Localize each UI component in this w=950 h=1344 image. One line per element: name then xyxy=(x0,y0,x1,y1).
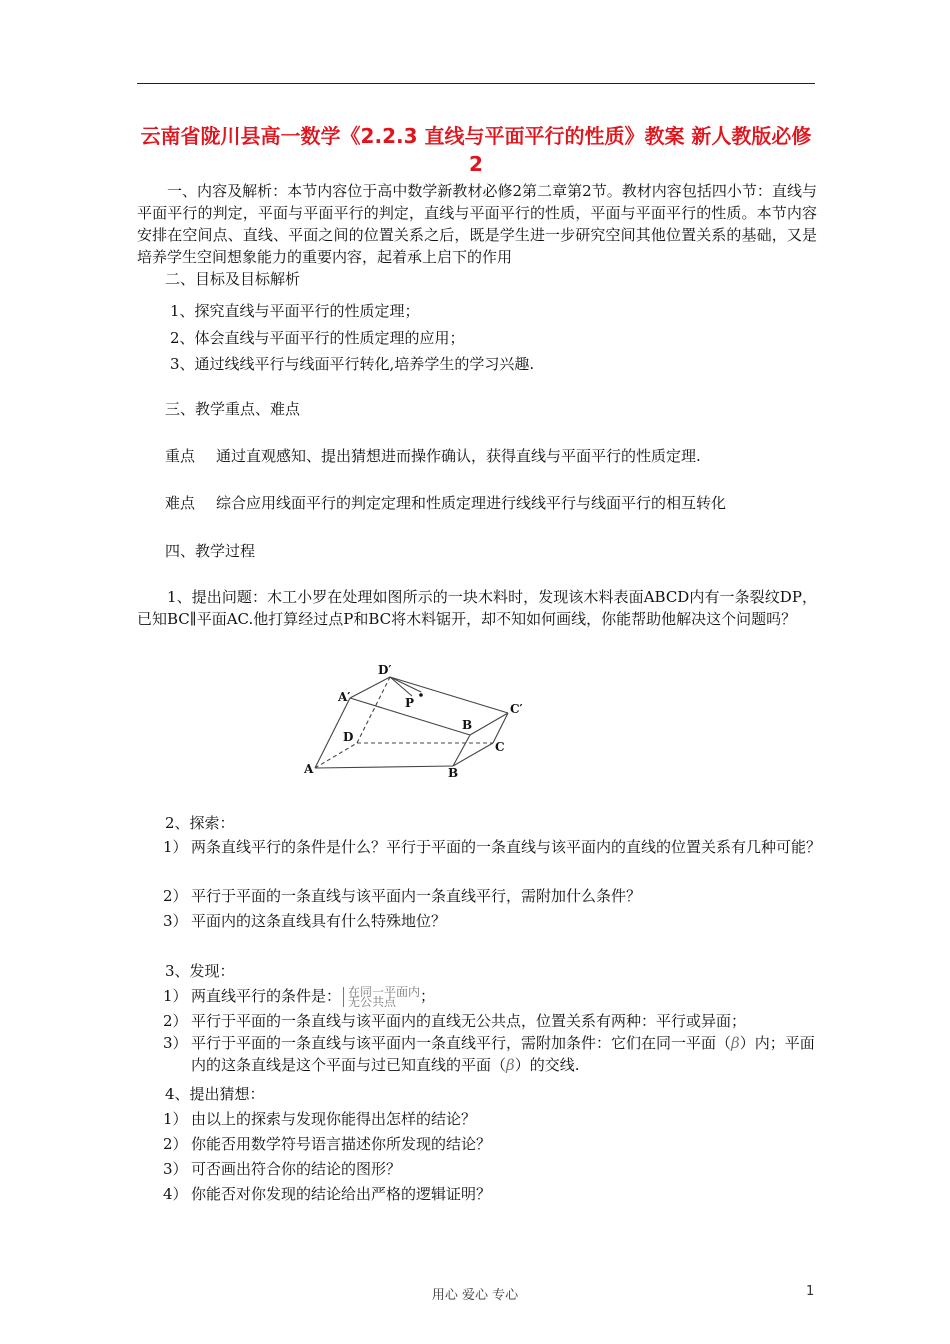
discover-3a: 平行于平面的一条直线与该平面内一条直线平行，需附加条件：它们在同一平面（ xyxy=(191,1034,732,1052)
guess-item: 你能否对你发现的结论给出严格的逻辑证明？ xyxy=(191,1185,492,1203)
explore-num: 3） xyxy=(163,912,188,930)
point-p xyxy=(419,693,423,697)
edge-ab xyxy=(315,766,453,768)
guess-heading: 4、提出猜想： xyxy=(165,1085,265,1103)
guess-item: 由以上的探索与发现你能得出怎样的结论？ xyxy=(191,1110,477,1128)
discover-item-3 xyxy=(191,1032,821,1076)
label-b: B xyxy=(448,766,459,780)
explore-item: 两条直线平行的条件是什么？平行于平面的一条直线与该平面内的直线的位置关系有几种可能？ xyxy=(191,838,822,856)
guess-item: 你能否用数学符号语言描述你所发现的结论？ xyxy=(191,1135,492,1153)
discover-num: 2） xyxy=(163,1012,188,1030)
beta-symbol: β xyxy=(731,1034,740,1052)
explore-num: 1） xyxy=(163,838,188,856)
beta-symbol: β xyxy=(506,1056,515,1074)
goal-item: 2、体会直线与平面平行的性质定理的应用； xyxy=(170,329,465,347)
explore-item: 平行于平面的一条直线与该平面内一条直线平行，需附加什么条件？ xyxy=(191,887,642,905)
section-keypoints-heading: 三、教学重点、难点 xyxy=(165,400,301,418)
label-c: C xyxy=(495,740,505,754)
guess-num: 1） xyxy=(163,1110,188,1128)
explore-num: 2） xyxy=(163,887,188,905)
guess-item: 可否画出符合你的结论的图形？ xyxy=(191,1160,402,1178)
header-rule xyxy=(137,83,815,84)
label-cprime: C′ xyxy=(510,702,523,716)
goal-item: 3、通过线线平行与线面平行转化,培养学生的学习兴趣. xyxy=(170,355,535,373)
page-number: 1 xyxy=(806,1284,815,1299)
problem-statement: 1、提出问题：木工小罗在处理如图所示的一块木料时，发现该木料表面ABCD内有一条裂纹DP，已知BC∥平面AC.他打算经过点P和BC将木料锯开，却不知如何画线，你能帮助他解决这个问题吗？ xyxy=(137,588,817,628)
explore-heading: 2、探索： xyxy=(165,814,235,832)
page-footer: 用心 爱心 专心 xyxy=(431,1288,519,1303)
edge-apdp xyxy=(350,677,390,698)
key-point-label: 重点 xyxy=(165,447,196,465)
guess-num: 4） xyxy=(163,1185,188,1203)
guess-num: 2） xyxy=(163,1135,188,1153)
section-goals-heading: 二、目标及目标解析 xyxy=(165,270,301,288)
discover-item-2: 平行于平面的一条直线与该平面内的直线无公共点，位置关系有两种：平行或异面； xyxy=(191,1012,747,1030)
label-aprime: A′ xyxy=(338,690,351,704)
brace-top: 在同一平面内 xyxy=(348,985,421,999)
document-title: 云南省陇川县高一数学《2.2.3 直线与平面平行的性质》教案 新人教版必修2 xyxy=(140,124,812,176)
discover-1-end: ； xyxy=(420,987,436,1005)
label-dprime: D′ xyxy=(378,663,392,677)
label-p: P xyxy=(405,696,415,710)
difficulty-label: 难点 xyxy=(165,494,196,512)
label-b-top: B xyxy=(462,718,473,732)
difficulty-text: 综合应用线面平行的判定定理和性质定理进行线线平行与线面平行的相互转化 xyxy=(216,494,727,512)
discover-item-1 xyxy=(191,985,821,1007)
edge-ddp xyxy=(357,677,390,743)
guess-num: 3） xyxy=(163,1160,188,1178)
key-point-text: 通过直观感知、提出猜想进而操作确认，获得直线与平面平行的性质定理. xyxy=(216,447,701,465)
discover-1-text: 两直线平行的条件是： xyxy=(191,987,342,1005)
brace-bottom: 无公共点 xyxy=(348,995,397,1009)
section-content-analysis: 一、内容及解析：本节内容位于高中数学新教材必修2第二章第2节。教材内容包括四小节：直线与平面平行的判定，平面与平面平行的判定，直线与平面平行的性质，平面与平面平行的性质。本节内容安排在空间点、直线、平面之间的位置关系之后，既是学生进一步研究空间其他位置关系的基础，又是培养学生空间想象能力的重要内容，起着承上启下的作用 xyxy=(137,182,817,266)
discover-heading: 3、发现： xyxy=(165,962,235,980)
discover-num: 1） xyxy=(163,987,188,1005)
discover-num: 3） xyxy=(163,1034,188,1052)
wood-block-figure xyxy=(290,655,560,780)
goal-item: 1、探究直线与平面平行的性质定理； xyxy=(170,302,420,320)
brace-conditions xyxy=(343,987,420,1007)
label-d: D xyxy=(343,730,354,744)
label-a: A xyxy=(304,762,314,776)
section-process-heading: 四、教学过程 xyxy=(165,542,256,560)
discover-3c: ）的交线. xyxy=(514,1056,580,1074)
explore-item: 平面内的这条直线具有什么特殊地位？ xyxy=(191,912,447,930)
discover-3b: ）内；平面内的这条直线是这个平面与过已知直线的平面（ xyxy=(191,1034,815,1074)
